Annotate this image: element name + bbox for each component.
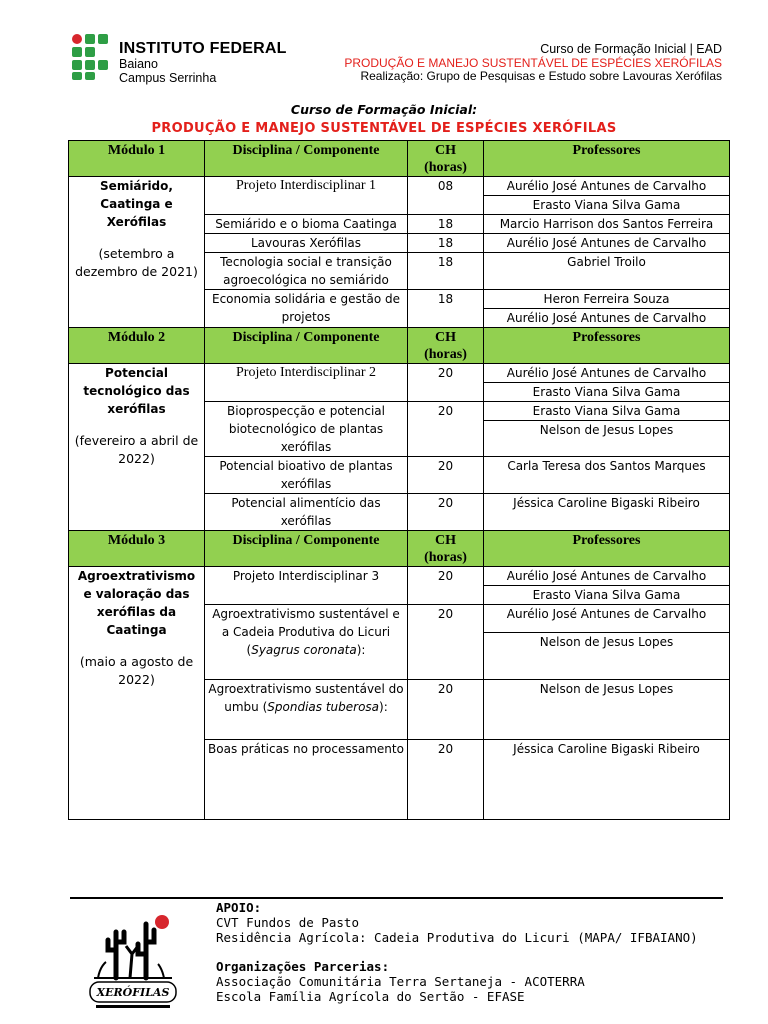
document-title: Curso de Formação Inicial: [290,102,478,117]
module-header-row [69,328,730,364]
professor-cell: Aurélio José Antunes de Carvalho [484,567,730,586]
ch-cell: 20 [408,567,484,605]
professor-cell: Aurélio José Antunes de Carvalho [484,605,730,633]
header-realizacao: Realização: Grupo de Pesquisas e Estudo sobre Lavouras Xerófilas [360,69,722,83]
disciplina-cell: Economia solidária e gestão de projetos [205,290,408,328]
ch-unit: (horas) [424,160,467,175]
table-row [69,177,730,196]
ch-label: CH [435,533,456,548]
scientific-name: Syagrus coronata [251,643,357,657]
professor-cell: Erasto Viana Silva Gama [484,196,730,215]
professor-cell: Aurélio José Antunes de Carvalho [484,364,730,383]
scientific-name: Spondias tuberosa [267,700,380,714]
module-header-row [69,141,730,177]
course-table [68,140,730,820]
ch-cell: 18 [408,215,484,234]
disciplina-cell: Tecnologia social e transição agroecológica no semiárido [205,253,408,290]
col-disciplina-header: Disciplina / Componente [205,328,408,364]
apoio-item-1: CVT Fundos de Pasto [216,915,359,930]
professor-cell: Aurélio José Antunes de Carvalho [484,234,730,253]
table-row [69,364,730,383]
col-ch-header [408,141,484,177]
module-name: Agroextrativismo e valoração das xerófilas da Caatinga [77,569,196,637]
ch-cell: 20 [408,740,484,820]
ch-label: CH [435,330,456,345]
professor-cell: Aurélio José Antunes de Carvalho [484,309,730,328]
module-label: Módulo 2 [69,328,205,364]
professor-cell: Nelson de Jesus Lopes [484,633,730,680]
ch-cell: 20 [408,364,484,402]
module-header-row [69,531,730,567]
col-ch-header [408,531,484,567]
professor-cell: Jéssica Caroline Bigaski Ribeiro [484,740,730,820]
parceira-item-1: Associação Comunitária Terra Sertaneja - ACOTERRA [216,974,585,989]
header-course-name: PRODUÇÃO E MANEJO SUSTENTÁVEL DE ESPÉCIES XERÓFILAS [344,56,722,70]
ch-cell: 18 [408,234,484,253]
disciplina-cell: Lavouras Xerófilas [205,234,408,253]
professor-cell: Erasto Viana Silva Gama [484,402,730,421]
col-disciplina-header: Disciplina / Componente [205,531,408,567]
module-dates: (maio a agosto de 2022) [79,654,194,687]
ch-cell: 08 [408,177,484,215]
disciplina-cell: Agroextrativismo sustentável e a Cadeia Produtiva do Licuri (Syagrus coronata): [205,605,408,680]
institute-logo-icon [70,32,114,80]
footer-support [216,900,698,1004]
apoio-label: APOIO: [216,900,262,915]
document-subtitle: PRODUÇÃO E MANEJO SUSTENTÁVEL DE ESPÉCIES XERÓFILAS [151,121,617,136]
table-row [69,567,730,586]
module-description [69,364,205,531]
disciplina-cell: Semiárido e o bioma Caatinga [205,215,408,234]
professor-cell: Heron Ferreira Souza [484,290,730,309]
col-professores-header: Professores [484,531,730,567]
logo-text: XERÓFILAS [96,986,170,999]
module-description [69,177,205,328]
ch-cell: 20 [408,457,484,494]
ch-cell: 20 [408,494,484,531]
professor-cell: Gabriel Troilo [484,253,730,290]
professor-cell: Nelson de Jesus Lopes [484,680,730,740]
xerofilas-logo-icon [86,902,180,1018]
module-label: Módulo 3 [69,531,205,567]
ch-unit: (horas) [424,550,467,565]
apoio-item-2: Residência Agrícola: Cadeia Produtiva do Licuri (MAPA/ IFBAIANO) [216,930,698,945]
module-label: Módulo 1 [69,141,205,177]
professor-cell: Erasto Viana Silva Gama [484,383,730,402]
footer-divider [70,897,723,899]
ch-cell: 18 [408,253,484,290]
professor-cell: Erasto Viana Silva Gama [484,586,730,605]
ch-label: CH [435,143,456,158]
disciplina-cell: Projeto Interdisciplinar 2 [205,364,408,402]
disciplina-cell: Bioprospecção e potencial biotecnológico de plantas xerófilas [205,402,408,457]
module-dates: (fevereiro a abril de 2022) [74,433,199,466]
ch-unit: (horas) [424,347,467,362]
parceira-item-2: Escola Família Agrícola do Sertão - EFASE [216,989,525,1004]
institute-campus: Campus Serrinha [119,71,217,85]
module-description [69,567,205,820]
col-professores-header: Professores [484,141,730,177]
ch-cell: 20 [408,605,484,680]
parceiras-label: Organizações Parcerias: [216,959,390,974]
disciplina-cell: Potencial alimentício das xerófilas [205,494,408,531]
professor-cell: Carla Teresa dos Santos Marques [484,457,730,494]
professor-cell: Nelson de Jesus Lopes [484,421,730,457]
col-professores-header: Professores [484,328,730,364]
disciplina-cell: Agroextrativismo sustentável do umbu (Spondias tuberosa): [205,680,408,740]
disciplina-cell: Boas práticas no processamento [205,740,408,820]
module-dates: (setembro a dezembro de 2021) [75,246,198,279]
disciplina-cell: Potencial bioativo de plantas xerófilas [205,457,408,494]
institute-name: INSTITUTO FEDERAL [119,40,287,57]
module-name: Potencial tecnológico das xerófilas [83,366,190,416]
professor-cell: Aurélio José Antunes de Carvalho [484,177,730,196]
header-course-type: Curso de Formação Inicial | EAD [540,42,722,56]
module-name: Semiárido, Caatinga e Xerófilas [100,179,173,229]
disciplina-cell: Projeto Interdisciplinar 3 [205,567,408,605]
institute-line2: Baiano [119,57,158,71]
professor-cell: Jéssica Caroline Bigaski Ribeiro [484,494,730,531]
col-ch-header [408,328,484,364]
col-disciplina-header: Disciplina / Componente [205,141,408,177]
ch-cell: 18 [408,290,484,328]
professor-cell: Marcio Harrison dos Santos Ferreira [484,215,730,234]
disciplina-cell: Projeto Interdisciplinar 1 [205,177,408,215]
ch-cell: 20 [408,402,484,457]
ch-cell: 20 [408,680,484,740]
